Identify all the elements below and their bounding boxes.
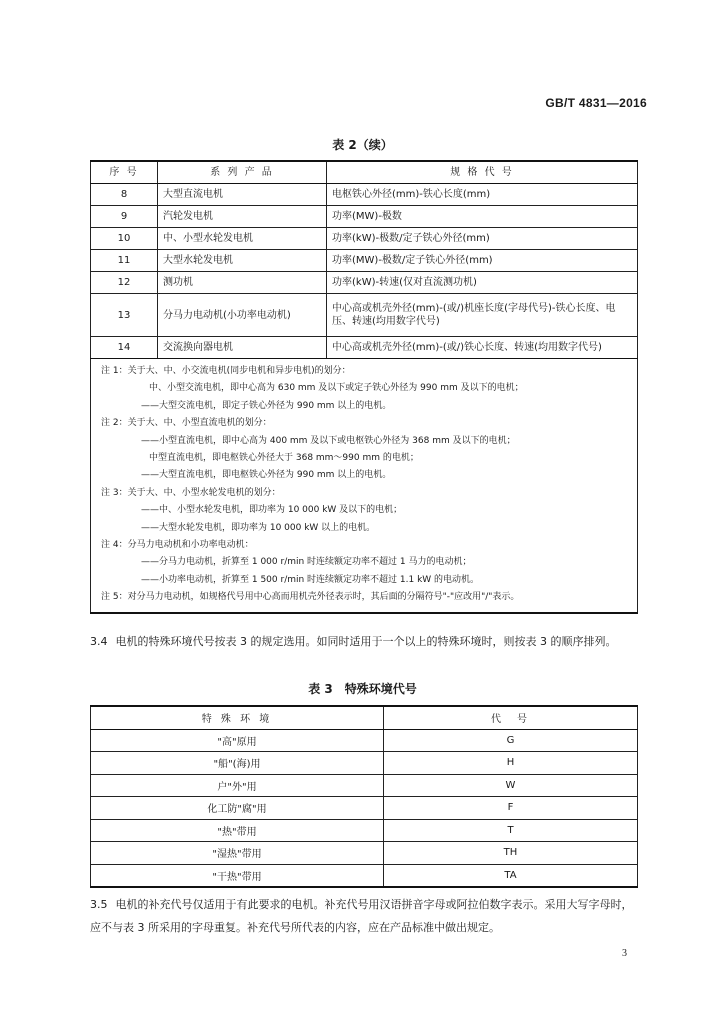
- cell-code: G: [384, 729, 638, 752]
- table-row: [91, 184, 638, 206]
- table-row: [91, 206, 638, 228]
- table-row: [91, 752, 638, 775]
- paragraph-3-4: [90, 630, 642, 653]
- cell-no: 13: [91, 294, 158, 337]
- note-line: ——大型水轮发电机，即功率为 10 000 kW 以上的电机。: [141, 522, 376, 533]
- table-2-title: 表 2（续）: [332, 138, 393, 152]
- cell-product: 分马力电动机(小功率电动机): [158, 294, 327, 337]
- cell-code: TA: [384, 864, 638, 887]
- cell-product: 大型水轮发电机: [158, 250, 327, 272]
- note-line: 注 1：关于大、中、小交流电机(同步电机和异步电机)的划分：: [101, 366, 351, 376]
- cell-spec: 中心高或机壳外径(mm)-(或/)铁心长度、转速(均用数字代号): [327, 337, 638, 359]
- cell-no: 14: [91, 337, 158, 359]
- paragraph-3-5: [90, 893, 642, 939]
- cell-env: "高"原用: [91, 729, 384, 752]
- cell-no: 11: [91, 250, 158, 272]
- cell-product: 交流换向器电机: [158, 337, 327, 359]
- cell-spec: 功率(MW)-极数: [327, 206, 638, 228]
- cell-code: TH: [384, 842, 638, 865]
- note-line: ——大型交流电机，即定子铁心外径为 990 mm 以上的电机。: [141, 400, 392, 411]
- header-no: 序 号: [91, 161, 158, 184]
- note-line: 中、小型交流电机，即中心高为 630 mm 及以下或定子铁心外径为 990 mm 及以下的电机；: [149, 383, 524, 394]
- cell-spec: 功率(kW)-转速(仅对直流测功机): [327, 272, 638, 294]
- cell-product: 测功机: [158, 272, 327, 294]
- table-row: [91, 337, 638, 359]
- cell-no: 9: [91, 206, 158, 228]
- table-3: [90, 705, 638, 888]
- note-line: 中型直流电机，即电枢铁心外径大于 368 mm～990 mm 的电机；: [149, 453, 419, 464]
- table-row: [91, 228, 638, 250]
- cell-env: "湿热"带用: [91, 842, 384, 865]
- header-spec: 规 格 代 号: [327, 161, 638, 184]
- table-row: [91, 272, 638, 294]
- cell-spec: 中心高或机壳外径(mm)-(或/)机座长度(字母代号)-铁心长度、电压、转速(均用数字代号): [327, 294, 638, 337]
- cell-code: H: [384, 752, 638, 775]
- note-line: ——中、小型水轮发电机，即功率为 10 000 kW 及以下的电机；: [141, 505, 403, 516]
- page-number: 3: [622, 948, 627, 959]
- header-code: 代 号: [384, 706, 638, 729]
- note-line: 注 2：关于大、中、小型直流电机的划分：: [101, 418, 272, 429]
- note-line: ——分马力电动机，折算至 1 000 r/min 时连续额定功率不超过 1 马力的电动机；: [141, 557, 472, 568]
- cell-spec: 功率(kW)-极数/定子铁心外径(mm): [327, 228, 638, 250]
- cell-no: 8: [91, 184, 158, 206]
- note-line: 注 4：分马力电动机和小功率电动机：: [101, 540, 254, 551]
- cell-product: 汽轮发电机: [158, 206, 327, 228]
- clause-number: 3.4: [90, 635, 108, 648]
- notes-row: [91, 359, 638, 613]
- table-row: [91, 819, 638, 842]
- cell-no: 10: [91, 228, 158, 250]
- table-row: [91, 842, 638, 865]
- note-line: ——大型直流电机，即电枢铁心外径为 990 mm 以上的电机。: [141, 470, 392, 481]
- table-row: [91, 774, 638, 797]
- cell-spec: 功率(MW)-极数/定子铁心外径(mm): [327, 250, 638, 272]
- cell-spec: 电枢铁心外径(mm)-铁心长度(mm): [327, 184, 638, 206]
- cell-env: "船"(海)用: [91, 752, 384, 775]
- clause-text: 电机的特殊环境代号按表 3 的规定选用。如同时适用于一个以上的特殊环境时，则按表 3 的顺序排列。: [115, 635, 617, 648]
- clause-number: 3.5: [90, 898, 108, 911]
- notes-cell: [91, 359, 638, 613]
- cell-no: 12: [91, 272, 158, 294]
- cell-code: F: [384, 797, 638, 820]
- standard-code: GB/T 4831—2016: [545, 96, 647, 110]
- table-row: [91, 797, 638, 820]
- table-row: [91, 294, 638, 337]
- table-3-header-row: [91, 706, 638, 729]
- note-line: ——小型直流电机，即中心高为 400 mm 及以下或电枢铁心外径为 368 mm 及以下的电机；: [141, 435, 516, 446]
- header-env: 特 殊 环 境: [91, 706, 384, 729]
- cell-env: "干热"带用: [91, 864, 384, 887]
- table-row: [91, 729, 638, 752]
- cell-product: 中、小型水轮发电机: [158, 228, 327, 250]
- cell-code: T: [384, 819, 638, 842]
- header-product: 系 列 产 品: [158, 161, 327, 184]
- table-2: [90, 160, 638, 614]
- cell-code: W: [384, 774, 638, 797]
- table-row: [91, 864, 638, 887]
- table-3-title: 表 3 特殊环境代号: [308, 682, 417, 696]
- table-2-header-row: [91, 161, 638, 184]
- cell-env: 户"外"用: [91, 774, 384, 797]
- note-line: 注 3：关于大、中、小型水轮发电机的划分：: [101, 487, 281, 498]
- cell-product: 大型直流电机: [158, 184, 327, 206]
- clause-text: 电机的补充代号仅适用于有此要求的电机。补充代号用汉语拼音字母或阿拉伯数字表示。采用大写字母时，应不与表 3 所采用的字母重复。补充代号所代表的内容，应在产品标准中做出规定。: [90, 898, 633, 934]
- table-row: [91, 250, 638, 272]
- note-line: ——小功率电动机，折算至 1 500 r/min 时连续额定功率不超过 1.1 kW 的电动机。: [141, 574, 480, 585]
- note-line: 注 5：对分马力电动机，如规格代号用中心高而用机壳外径表示时，其后面的分隔符号"-"应改用"/"表示。: [101, 592, 520, 603]
- cell-env: "热"带用: [91, 819, 384, 842]
- cell-env: 化工防"腐"用: [91, 797, 384, 820]
